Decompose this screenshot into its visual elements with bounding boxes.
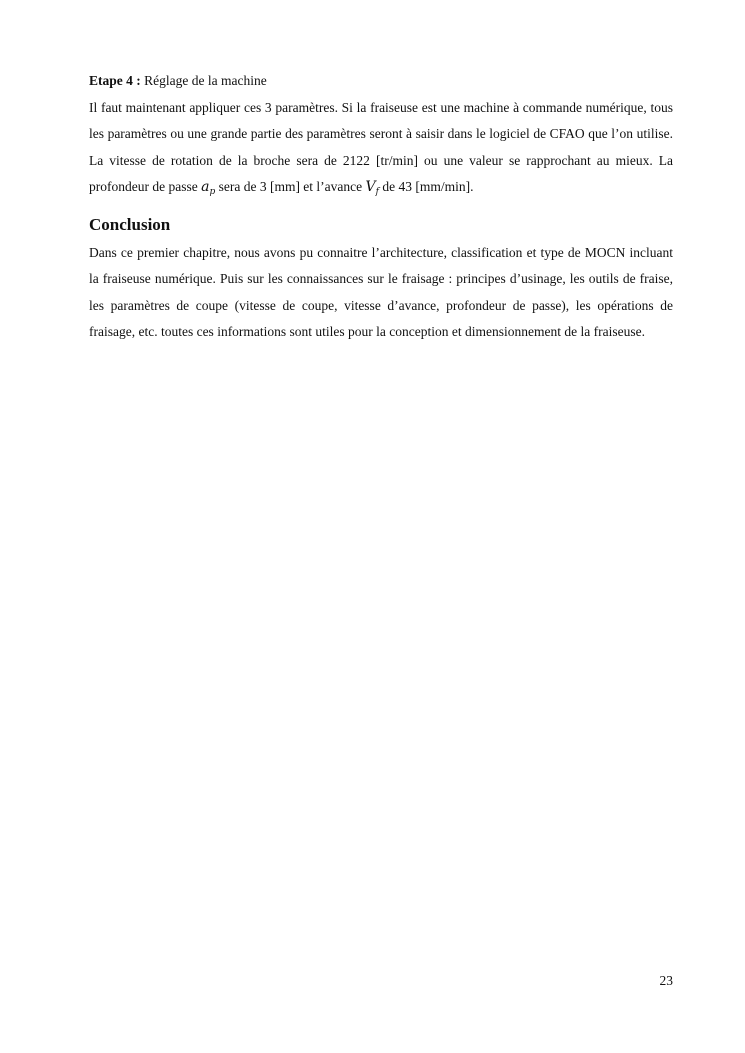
conclusion-heading: Conclusion (89, 214, 171, 234)
step-4-paragraph (89, 95, 673, 201)
conclusion-paragraph: Dans ce premier chapitre, nous avons pu connaitre l’architecture, classification et type de MOCN incluant la fraiseuse numérique. Puis sur les connaissances sur le fraisage : principes d’usinage, les outils de fraise, les paramètres de coupe (vitesse de coupe, vitesse d’avance, profondeur de passe), les opérations de fraisage, etc. toutes ces informations sont utiles pour la conception et dimensionnement de la fraiseuse. (89, 244, 673, 339)
step-4-text-part1: Il faut maintenant appliquer ces 3 paramètres. Si la fraiseuse est une machine à commande numérique, tous les paramètres ou une grande partie des paramètres seront à saisir dans le logiciel de CFAO que l’on utilise. La vitesse de rotation de la broche sera de 2122 [tr/min] ou une valeur se rapprochant au mieux. La profondeur de passe (89, 99, 673, 194)
ap-symbol-letter: a (201, 179, 210, 195)
step-4-title-line (89, 68, 673, 95)
step-4-label: Etape 4 : (89, 73, 141, 88)
step-4-text-part3: de 43 [mm/min]. (379, 179, 474, 194)
vf-symbol-letter: V (365, 179, 376, 195)
step-4-text-part2: sera de 3 [mm] et l’avance (215, 179, 366, 194)
document-page (89, 68, 673, 346)
vf-symbol-subscript: f (375, 187, 379, 197)
step-4-title: Réglage de la machine (144, 73, 267, 88)
ap-symbol-subscript: p (209, 187, 216, 197)
ap-symbol (201, 179, 215, 195)
page-number: 23 (659, 973, 673, 988)
vf-symbol (366, 179, 379, 195)
